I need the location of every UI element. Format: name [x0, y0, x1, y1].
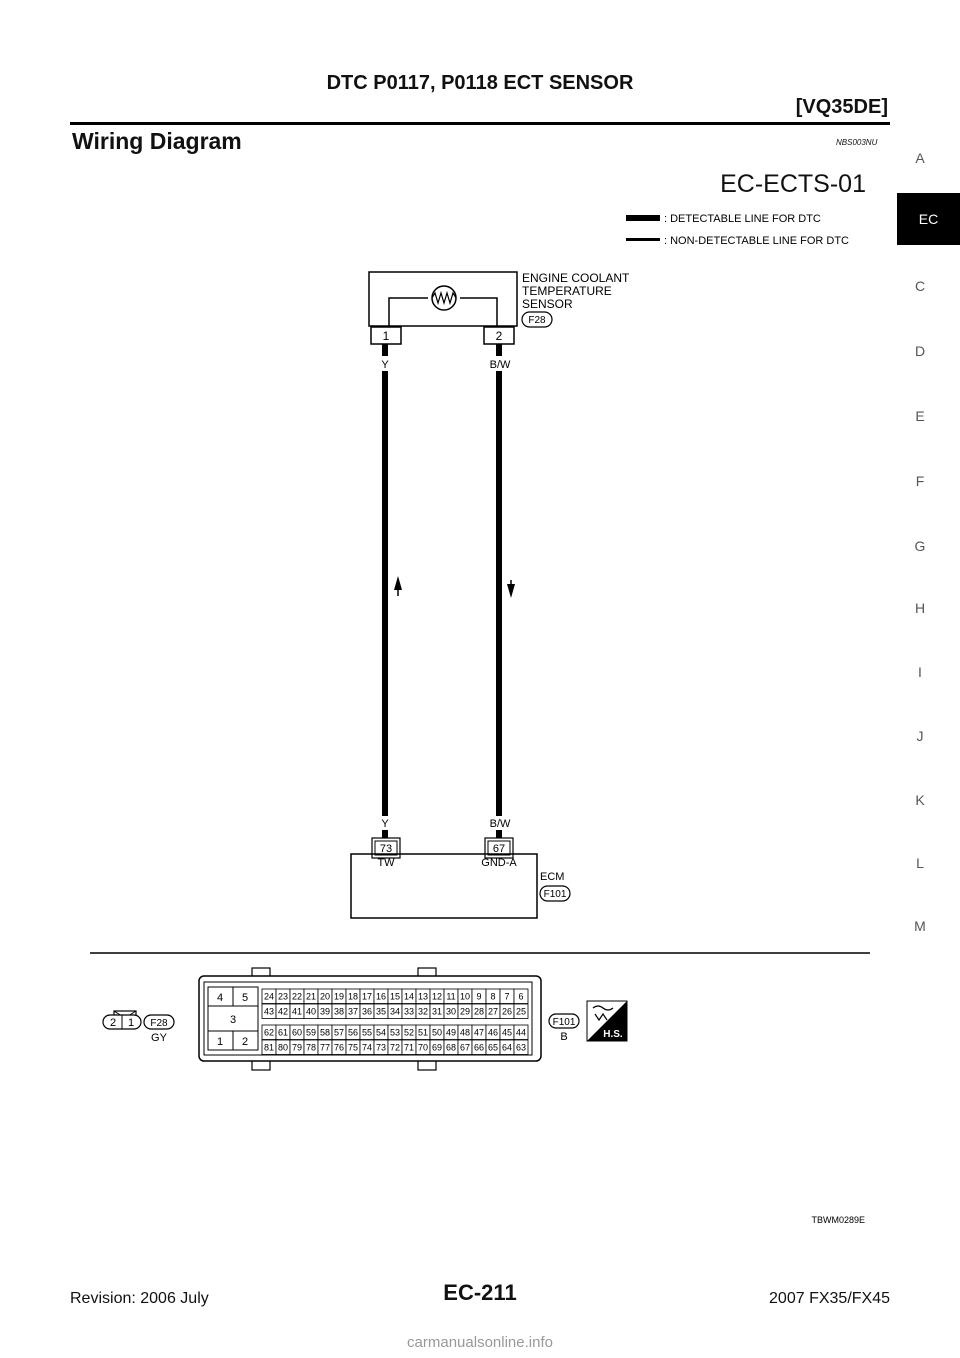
f101-grid-pin: 42: [277, 1006, 289, 1017]
f101-grid-pin: 29: [459, 1006, 471, 1017]
f101-grid-pin: 55: [361, 1027, 373, 1038]
f101-grid-pin: 80: [277, 1042, 289, 1053]
f101-grid-pin: 57: [333, 1027, 345, 1038]
up-arrow-icon: [394, 576, 402, 590]
f101-grid-pin: 30: [445, 1006, 457, 1017]
section-ref-code: NBS003NU: [836, 138, 878, 147]
side-tab-k[interactable]: K: [915, 792, 925, 808]
f101-pin-5: 5: [241, 992, 249, 1004]
f101-grid-pin: 43: [263, 1006, 275, 1017]
f101-grid-pin: 64: [501, 1042, 513, 1053]
f101-grid-pin: 21: [305, 991, 317, 1002]
f101-grid-pin: 25: [515, 1006, 527, 1017]
f101-grid-pin: 52: [403, 1027, 415, 1038]
f101-grid-pin: 15: [389, 991, 401, 1002]
wire-bw: [496, 371, 502, 816]
f101-grid-pin: 22: [291, 991, 303, 1002]
f101-grid-pin: 14: [403, 991, 415, 1002]
sensor-connector-id: F28: [528, 315, 546, 326]
f101-grid-pin: 70: [417, 1042, 429, 1053]
f101-grid-pin: 23: [277, 991, 289, 1002]
diagram-id: EC-ECTS-01: [720, 170, 866, 198]
f101-view-id: F101: [552, 1017, 576, 1028]
ecm-signal-gnd-a: GND-A: [481, 857, 517, 869]
f101-pin-1: 1: [216, 1036, 224, 1048]
ecm-name: ECM: [540, 871, 565, 883]
side-tab-i[interactable]: I: [918, 664, 922, 680]
footer-page-number: EC-211: [443, 1280, 517, 1305]
footer-model: 2007 FX35/FX45: [769, 1290, 890, 1307]
side-tab-f[interactable]: F: [915, 473, 925, 489]
f101-grid-pin: 51: [417, 1027, 429, 1038]
down-arrow-icon: [507, 584, 515, 598]
ecm-pin-73: 73: [379, 843, 393, 855]
f101-grid-pin: 75: [347, 1042, 359, 1053]
f101-grid-pin: 81: [263, 1042, 275, 1053]
ecm-signal-tw: TW: [377, 857, 395, 869]
f101-color: B: [560, 1031, 568, 1043]
side-tab-h[interactable]: H: [914, 600, 926, 616]
f101-grid-pin: 34: [389, 1006, 401, 1017]
f101-grid-pin: 40: [305, 1006, 317, 1017]
side-tab-m[interactable]: M: [914, 918, 926, 934]
f101-grid-pin: 73: [375, 1042, 387, 1053]
side-tab-j[interactable]: J: [916, 728, 924, 744]
f101-grid-pin: 46: [487, 1027, 499, 1038]
side-tab-ec-active[interactable]: EC: [897, 193, 960, 245]
f101-grid-pin: 41: [291, 1006, 303, 1017]
f101-grid-pin: 19: [333, 991, 345, 1002]
f101-grid-pin: 66: [473, 1042, 485, 1053]
f101-grid-pin: 38: [333, 1006, 345, 1017]
f101-grid-pin: 49: [445, 1027, 457, 1038]
f28-pin-2: 2: [109, 1017, 117, 1029]
f101-grid-pin: 69: [431, 1042, 443, 1053]
f101-grid-pin: 7: [504, 991, 510, 1002]
f101-grid-pin: 39: [319, 1006, 331, 1017]
sensor-name-line2: TEMPERATURE: [522, 284, 612, 298]
side-tab-d[interactable]: D: [914, 343, 926, 359]
f101-grid-pin: 26: [501, 1006, 513, 1017]
f101-grid-pin: 17: [361, 991, 373, 1002]
f101-grid-pin: 77: [319, 1042, 331, 1053]
f101-grid-pin: 68: [445, 1042, 457, 1053]
legend: [626, 213, 849, 247]
f101-connector-view: [199, 968, 627, 1070]
f101-grid-pin: 47: [473, 1027, 485, 1038]
f101-grid-pin: 32: [417, 1006, 429, 1017]
thermistor-symbol: [432, 286, 456, 310]
f101-grid-pin: 44: [515, 1027, 527, 1038]
f101-grid-pin: 28: [473, 1006, 485, 1017]
f101-grid-pin: 60: [291, 1027, 303, 1038]
f28-connector-view: [103, 1011, 174, 1044]
sensor-pin-2: 2: [495, 329, 503, 343]
engine-variant: [VQ35DE]: [795, 96, 888, 118]
wire-y-top-label: Y: [381, 359, 389, 371]
f101-grid-pin: 58: [319, 1027, 331, 1038]
f101-grid-pin: 74: [361, 1042, 373, 1053]
f101-grid-pin: 59: [305, 1027, 317, 1038]
f28-color: GY: [151, 1032, 167, 1044]
f101-grid-pin: 20: [319, 991, 331, 1002]
f28-view-id: F28: [150, 1018, 168, 1029]
f101-grid-pin: 27: [487, 1006, 499, 1017]
wire-y: [382, 371, 388, 816]
f101-grid-pin: 48: [459, 1027, 471, 1038]
f101-grid-pin: 13: [417, 991, 429, 1002]
f101-grid-pin: 50: [431, 1027, 443, 1038]
f101-grid-pin: 67: [459, 1042, 471, 1053]
f101-grid-pin: 78: [305, 1042, 317, 1053]
sensor-name-line1: ENGINE COOLANT: [522, 271, 630, 285]
wires: [381, 344, 515, 840]
f101-pin-4: 4: [216, 992, 224, 1004]
f101-grid-pin: 56: [347, 1027, 359, 1038]
side-tab-e[interactable]: E: [915, 408, 925, 424]
f101-pin-3: 3: [229, 1014, 237, 1026]
legend-detectable-label: : DETECTABLE LINE FOR DTC: [664, 213, 821, 225]
f101-grid-pin: 45: [501, 1027, 513, 1038]
f101-pin-2: 2: [241, 1036, 249, 1048]
sensor-pin-1: 1: [382, 329, 390, 343]
section-title: Wiring Diagram: [72, 128, 242, 154]
f101-grid-pin: 18: [347, 991, 359, 1002]
legend-thin-line: [626, 238, 660, 241]
f101-grid-pin: 61: [277, 1027, 289, 1038]
ecm-connector-id: F101: [543, 889, 567, 900]
f101-grid-pin: 24: [263, 991, 275, 1002]
side-tab-a[interactable]: A: [915, 150, 925, 166]
wire-bw-bottom-label: B/W: [489, 818, 511, 830]
hs-badge-label: H.S.: [603, 1029, 623, 1040]
side-tab-g[interactable]: G: [914, 538, 926, 554]
f101-grid-pin: 53: [389, 1027, 401, 1038]
page-title: DTC P0117, P0118 ECT SENSOR: [326, 72, 634, 94]
f101-grid-pin: 6: [518, 991, 524, 1002]
f101-grid-pin: 36: [361, 1006, 373, 1017]
f101-grid-pin: 31: [431, 1006, 443, 1017]
f101-grid-pin: 79: [291, 1042, 303, 1053]
f101-grid-pin: 37: [347, 1006, 359, 1017]
f101-grid-pin: 72: [389, 1042, 401, 1053]
legend-nondetectable-label: : NON-DETECTABLE LINE FOR DTC: [664, 235, 849, 247]
footer-revision: Revision: 2006 July: [70, 1290, 209, 1307]
f101-grid-pin: 35: [375, 1006, 387, 1017]
f28-pin-1: 1: [127, 1017, 135, 1029]
f101-grid-pin: 11: [446, 991, 456, 1002]
f101-grid-pin: 62: [263, 1027, 275, 1038]
wire-bw-top-label: B/W: [489, 359, 511, 371]
side-tab-l[interactable]: L: [916, 855, 924, 871]
coolant-temp-sensor: [369, 271, 630, 344]
f101-grid-pin: 33: [403, 1006, 415, 1017]
f101-grid-pin: 16: [375, 991, 387, 1002]
wire-y-bottom-label: Y: [381, 818, 389, 830]
ecm-block: [351, 838, 570, 918]
f101-grid-pin: 71: [403, 1042, 415, 1053]
f101-grid-pin: 63: [515, 1042, 527, 1053]
watermark-text: carmanualsonline.info: [407, 1334, 553, 1351]
f101-grid-pin: 10: [459, 991, 471, 1002]
f101-grid-pin: 54: [375, 1027, 387, 1038]
ecm-pin-67: 67: [492, 843, 506, 855]
side-tab-c[interactable]: C: [914, 278, 926, 294]
f101-grid-pin: 12: [431, 991, 443, 1002]
figure-code: TBWM0289E: [811, 1215, 865, 1225]
legend-thick-line: [626, 215, 660, 221]
f101-grid-pin: 8: [490, 991, 496, 1002]
f101-grid-pin: 65: [487, 1042, 499, 1053]
f101-grid-pin: 9: [476, 991, 482, 1002]
sensor-name-line3: SENSOR: [522, 297, 573, 311]
f101-grid-pin: 76: [333, 1042, 345, 1053]
